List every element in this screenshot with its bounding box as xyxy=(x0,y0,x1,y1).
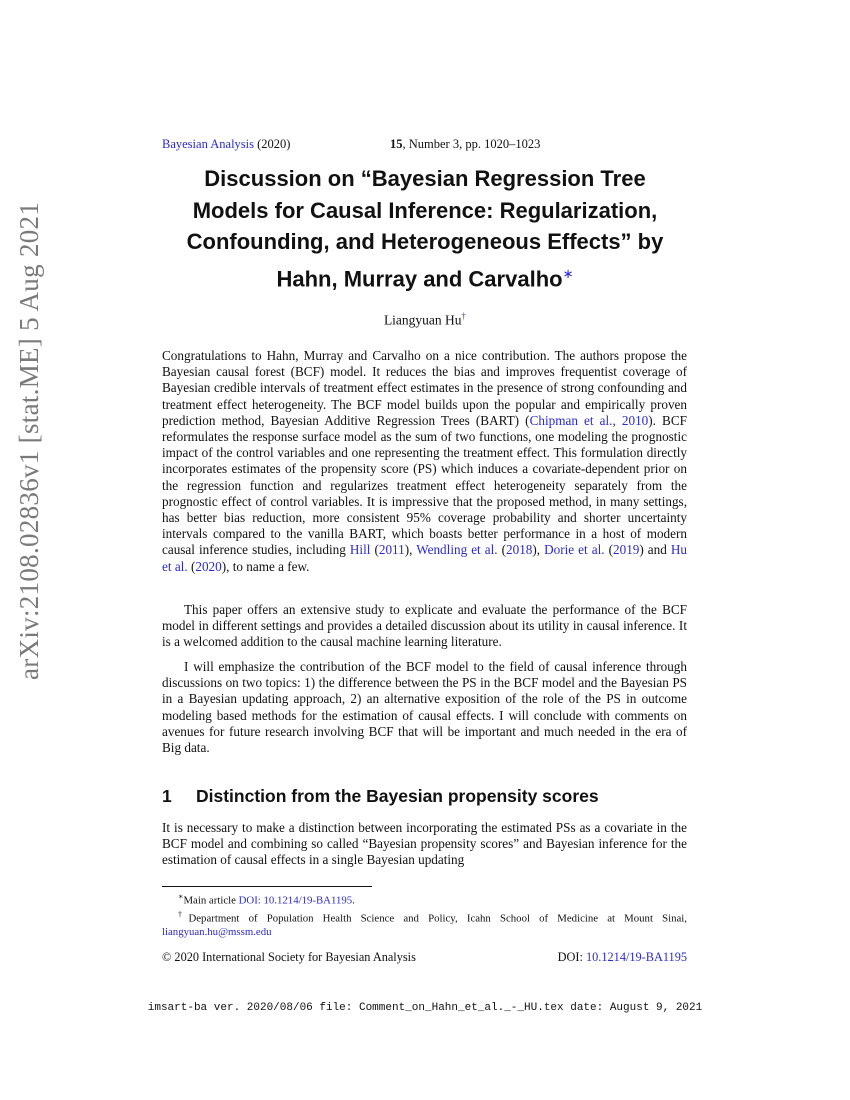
citation-hill-year[interactable]: 2011 xyxy=(378,542,405,558)
copyright-line xyxy=(162,950,687,965)
citation-hill[interactable]: Hill xyxy=(349,542,371,558)
citation-separator: ), xyxy=(532,542,545,558)
author-line xyxy=(0,311,850,329)
paragraph-study-overview: This paper offers an extensive study to explicate and evaluate the performance of the BCF model in different settings and provides a detailed discussion about its utility in causal inference. It is a welcomed addition to the causal machine learning literature. xyxy=(162,602,687,650)
footnotes xyxy=(162,890,687,939)
title-line-2: Models for Causal Inference: Regularization, xyxy=(192,197,658,223)
footnote-mark: ∗ xyxy=(178,892,184,901)
paragraph-section1: It is necessary to make a distinction between incorporating the estimated PSs as a covariate in the BCF model and combining so called “Bayesian propensity scores” and Bayesian inference for the estimation of causal effects in a single Bayesian updating xyxy=(162,820,687,868)
citation-dorie[interactable]: Dorie et al. xyxy=(544,542,605,558)
paragraph-intro xyxy=(162,348,687,575)
paragraph-text: ), to name a few. xyxy=(221,558,310,574)
title-line-1: Discussion on “Bayesian Regression Tree xyxy=(204,166,646,191)
footnote-text: Department of Population Health Science and Policy, Icahn School of Medicine at Mount Sinai, xyxy=(188,912,688,925)
title-line-4: Hahn, Murray and Carvalho xyxy=(276,265,563,291)
citation-separator: ( xyxy=(604,542,613,558)
footnote-mark: † xyxy=(178,909,189,919)
citation-separator: ( xyxy=(187,558,196,574)
footnote-text: . xyxy=(352,894,355,907)
citation-wendling[interactable]: Wendling et al. xyxy=(416,542,498,558)
volume-info xyxy=(390,137,540,152)
paragraph-text: Congratulations to Hahn, Murray and Carvalho on a nice contribution. The authors propose the Bayesian causal forest (BCF) model. It reduces the bias and improves frequentist coverage of Bayesian credible intervals of treatment effect estimates in the presence of strong confounding and treatment effect heterogeneity. The BCF model builds upon the popular and empirically proven prediction method, Bayesian Additive Regression Trees (BART) ( xyxy=(162,348,687,428)
citation-separator: ), xyxy=(404,542,417,558)
title-footnote-mark[interactable]: ∗ xyxy=(562,265,574,281)
title-line-3: Confounding, and Heterogeneous Effects” by xyxy=(186,229,664,254)
footnote-main-article xyxy=(162,890,687,908)
citation-separator: ( xyxy=(497,542,507,558)
paper-title xyxy=(140,163,710,294)
copyright-text: © 2020 International Society for Bayesian Analysis xyxy=(162,950,416,964)
section-number: 1 xyxy=(162,786,172,806)
journal-citation xyxy=(162,137,290,152)
citation-chipman[interactable]: Chipman et al., 2010 xyxy=(529,412,649,428)
author-name: Liangyuan Hu xyxy=(383,312,462,328)
footnote-affiliation xyxy=(162,908,687,940)
section-heading-1 xyxy=(162,786,687,807)
author-email-link[interactable]: liangyuan.hu@mssm.edu xyxy=(162,926,272,939)
citation-dorie-year[interactable]: 2019 xyxy=(613,542,640,558)
paragraph-contribution: I will emphasize the contribution of the BCF model to the field of causal inference through discussions on two topics: 1) the difference between the PS in the BCF model and the Bayesian PS in a Bayesian updating approach, 2) an alternative exposition of the role of the PS in outcome modeling based methods for the estimation of causal effects. I will conclude with comments on avenues for future research involving BCF that will be important and much needed in the era of Big data. xyxy=(162,659,687,756)
issue-pages: , Number 3, pp. 1020–1023 xyxy=(402,137,541,151)
citation-wendling-year[interactable]: 2018 xyxy=(506,542,533,558)
citation-hu[interactable]: Hu et al. xyxy=(162,542,688,574)
doi-reference xyxy=(558,950,687,965)
doi-label: DOI: xyxy=(557,950,586,964)
imsart-version-line: imsart-ba ver. 2020/08/06 file: Comment_on_Hahn_et_al._-_HU.tex date: August 9, 2021 xyxy=(147,1002,703,1014)
volume-number: 15 xyxy=(390,137,403,151)
author-footnote-mark[interactable]: † xyxy=(461,311,467,321)
arxiv-side-stamp: arXiv:2108.02836v1 [stat.ME] 5 Aug 2021 xyxy=(14,201,44,680)
footnote-divider xyxy=(162,886,372,887)
journal-year: (2020) xyxy=(257,137,291,151)
section-title: Distinction from the Bayesian propensity scores xyxy=(196,786,599,806)
citation-hu-year[interactable]: 2020 xyxy=(195,558,222,574)
citation-separator: ( xyxy=(370,542,379,558)
main-article-doi-link[interactable]: DOI: 10.1214/19-BA1195 xyxy=(238,894,353,907)
citation-separator: ) and xyxy=(639,542,671,558)
doi-link[interactable]: 10.1214/19-BA1195 xyxy=(586,950,687,964)
journal-link[interactable]: Bayesian Analysis xyxy=(162,137,255,151)
footnote-text: Main article xyxy=(183,894,239,907)
paragraph-text: ). BCF reformulates the response surface model as the sum of two functions, one modeling the prognostic impact of the control variables and one representing the treatment effect. This formulation directly incorporates estimates of the propensity score (PS) which induces a covariate-dependent prior on the regression function and regularizes treatment effect heterogeneity separately from the prognostic effect of control variables. It is impressive that the proposed method, in many settings, has better bias reduction, more consistent 95% coverage probability and shorter uncertainty intervals compared to the vanilla BART, which boasts better performance in a host of modern causal inference studies, including xyxy=(162,412,687,558)
